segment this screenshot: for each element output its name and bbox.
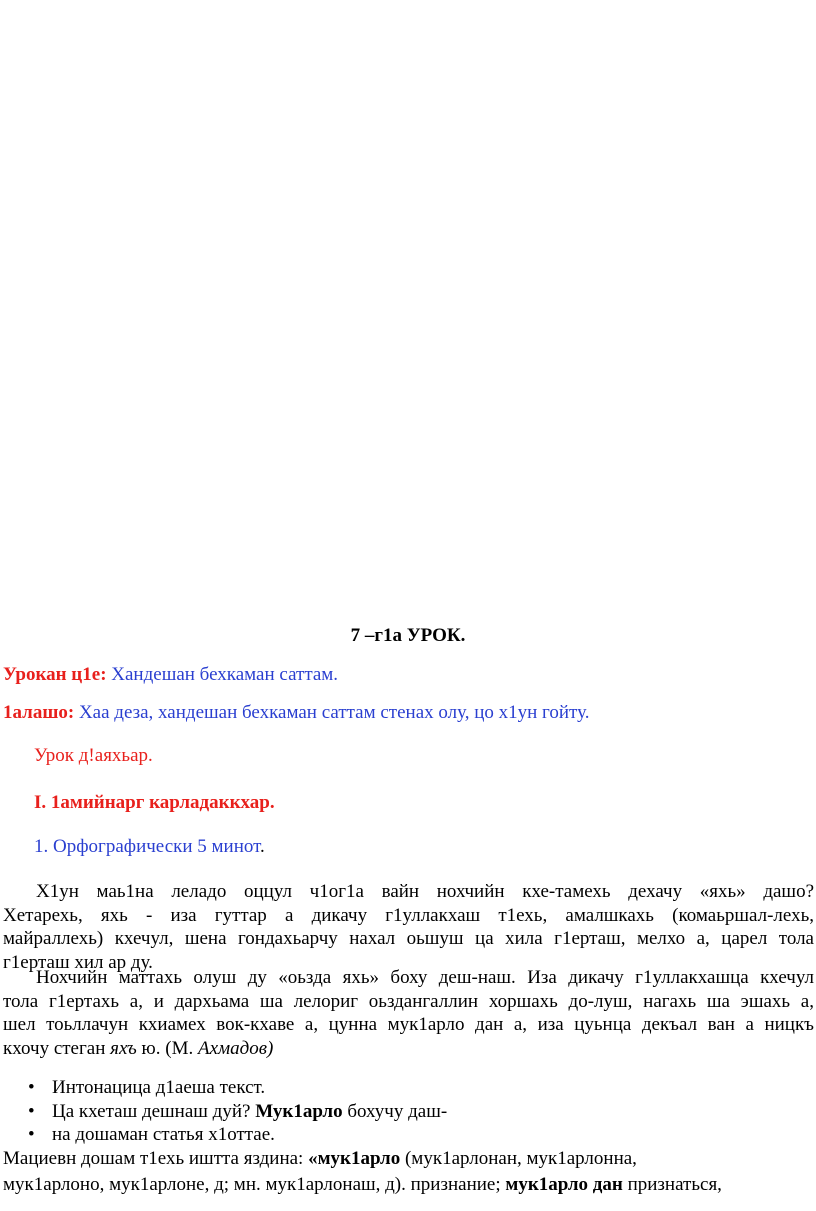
paragraph-line-start: кхочу стеган: [3, 1037, 111, 1059]
exercise-heading-text: 1. Орфографически 5 минот: [34, 836, 261, 857]
dictionary-phrase: мук1арло дан: [505, 1174, 623, 1195]
text-paragraph-1: [3, 880, 814, 974]
task-bullet-list: [28, 1076, 447, 1147]
lesson-title: 7 –г1а УРОК.: [350, 625, 466, 646]
paragraph-line: Нохчийн маттахь олуш ду «оьзда яхь» боху деш-наш. Иза дикачу г1уллакхашца кхечул: [36, 967, 814, 988]
bullet-item: [28, 1100, 447, 1124]
dictionary-entry: [3, 1146, 814, 1198]
text-paragraph-2: [3, 966, 814, 1060]
bullet-dot-icon: •: [28, 1124, 35, 1145]
lesson-goal-text: Хандешан бехкаман саттам.: [111, 664, 339, 685]
bullet-dot-icon: •: [28, 1100, 35, 1122]
paragraph-line: майраллехь) кхечул, шена гондахьарчу нахал оьшуш ца хила г1ерташ, мелхо а, царел тола: [3, 928, 814, 949]
citation-author: Ахмадов): [197, 1037, 274, 1059]
bullet-text: Интонацица д1аеша текст.: [52, 1077, 266, 1098]
bullet-text: Ца кхеташ дешнаш дуй?: [52, 1100, 256, 1122]
exercise-heading-dot: .: [260, 836, 265, 857]
citation-open: ю. (М.: [136, 1037, 198, 1059]
exercise-heading: [34, 836, 265, 858]
section-heading: I. 1амийнарг карладаккхар.: [34, 792, 275, 813]
lesson-task-text: Хаа деза, хандешан бехкаман саттам стенах олу, цо х1ун гойту.: [78, 702, 590, 723]
paragraph-line: г1ерташ хил ар ду.: [3, 951, 153, 973]
bullet-item: [28, 1076, 447, 1100]
dictionary-intro: Мациевн дошам т1ехь иштта яздина:: [3, 1148, 309, 1169]
dictionary-forms-cont: мук1арлоно, мук1арлоне, д; мн. мук1арлонаш, д). признание;: [3, 1174, 506, 1195]
lesson-goal-label: Урокан ц1е:: [3, 664, 107, 685]
bullet-text: на дошаман статья х1оттае.: [52, 1124, 275, 1145]
paragraph-line: тола г1ертахь а, и дархьама ша лелориг оьздангаллин хоршахь до-луш, нагахь ша эшахь а,: [3, 990, 814, 1012]
lesson-task: [3, 702, 589, 724]
italic-word: яхъ: [110, 1037, 137, 1059]
paragraph-line: Хетарехь, яхь - иза гуттар а дикачу г1уллакхаш т1ехь, амалшкахь (комаьршал-лехь,: [3, 904, 814, 926]
dictionary-headword: «мук1арло: [308, 1148, 401, 1169]
paragraph-line: Х1ун маь1на леладо оццул ч1ог1а вайн нохчийн кхе-тамехь дехачу «яхь» дашо?: [36, 881, 814, 902]
dictionary-forms: (мук1арлонан, мук1арлонна,: [400, 1148, 637, 1169]
paragraph-line: шел тоьллачун кхиамех вок-кхаве а, цунна мук1арло дан а, иза цуьнца декъал ван а ницкъ: [3, 1014, 814, 1035]
lesson-task-label: 1алашо:: [3, 702, 75, 723]
dictionary-translation: признаться,: [622, 1174, 722, 1195]
paragraph-last-line: [3, 1037, 814, 1061]
bullet-bold-word: Мук1арло: [255, 1100, 343, 1122]
bullet-dot-icon: •: [28, 1077, 35, 1098]
bullet-text-after: бохучу даш-: [342, 1100, 448, 1122]
lesson-progress-heading: Урок д!аяхьар.: [34, 745, 153, 766]
lesson-goal: [3, 664, 338, 686]
dictionary-line-2: [3, 1172, 814, 1198]
bullet-item: [28, 1123, 447, 1147]
dictionary-line-1: [3, 1146, 814, 1172]
